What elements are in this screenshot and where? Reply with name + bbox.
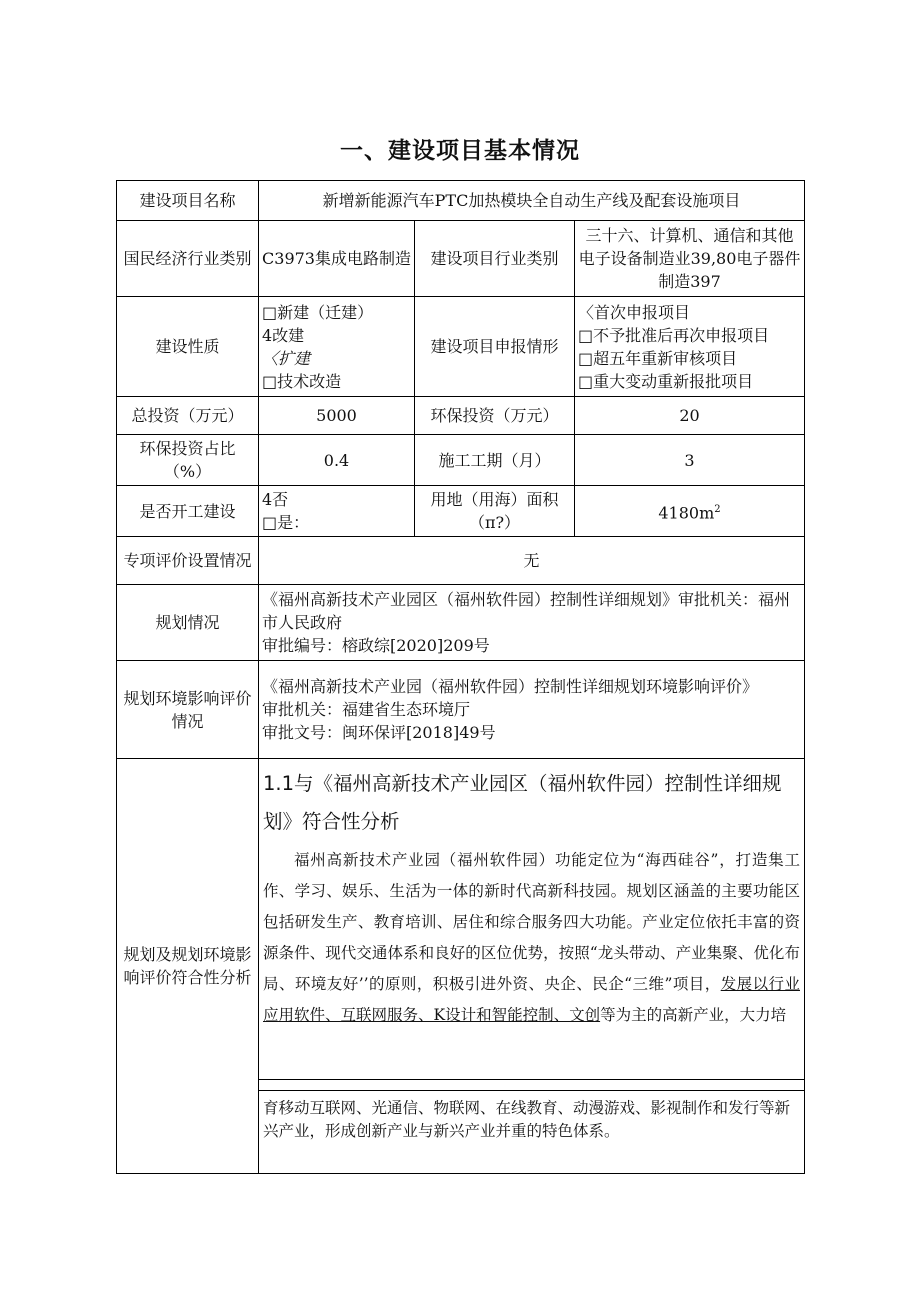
land-area-label: 用地（用海）面积（π?） <box>415 486 575 537</box>
industry-value: C3973集成电路制造 <box>259 221 415 297</box>
planning-line-1: 《福州高新技术产业园区（福州软件园）控制性详细规划》审批机关：福州市人民政府 <box>262 590 791 632</box>
construction-period-value: 3 <box>575 435 805 486</box>
application-option-reapply: □不予批准后再次申报项目 <box>578 325 770 345</box>
row-compliance <box>117 759 805 1091</box>
planning-eia-value <box>259 661 805 759</box>
env-ratio-label: 环保投资占比（%） <box>117 435 259 486</box>
project-industry-value: 三十六、计算机、通信和其他电子设备制造业39,80电子器件制造397 <box>575 221 805 297</box>
nature-option-tech: □技术改造 <box>262 371 342 391</box>
land-area-value <box>575 486 805 537</box>
nature-options <box>259 297 415 397</box>
application-option-five-years: □超五年重新审核项目 <box>578 348 738 368</box>
project-industry-label: 建设项目行业类别 <box>415 221 575 297</box>
row-started <box>117 486 805 537</box>
page-break-overlay <box>259 1079 804 1090</box>
land-area-unit-sup: 2 <box>714 503 721 515</box>
compliance-paragraph-text: 福州高新技术产业园（福州软件园）功能定位为“海西硅谷”，打造集工作、学习、娱乐、生活为一体的新时代高新科技园。规划区涵盖的主要功能区包括研发生产、教育培训、居住和综合服务四大功能。产业定位依托丰富的资源条件、现代交通体系和良好的区位优势，按照“龙头带动、产业集聚、优化布局、环境友好’’的原则，积极引进外资、央企、民企“三维”项目， <box>263 851 800 993</box>
row-project-name <box>117 181 805 221</box>
compliance-label: 规划及规划环境影响评价符合性分析 <box>117 759 259 1174</box>
planning-eia-line-2: 审批机关：福建省生态环境厅 <box>262 700 471 719</box>
project-info-table <box>116 180 805 1174</box>
env-ratio-value: 0.4 <box>259 435 415 486</box>
planning-line-2: 审批编号：榕政综[2020]209号 <box>262 636 490 655</box>
planning-eia-label: 规划环境影响评价情况 <box>117 661 259 759</box>
nature-option-rebuild: 4改建 <box>262 325 305 345</box>
env-investment-label: 环保投资（万元） <box>415 397 575 435</box>
application-label: 建设项目申报情形 <box>415 297 575 397</box>
row-nature <box>117 297 805 397</box>
compliance-paragraph <box>263 845 800 1031</box>
started-options <box>259 486 415 537</box>
special-eval-value: 无 <box>259 537 805 585</box>
application-options <box>575 297 805 397</box>
row-planning <box>117 585 805 661</box>
compliance-paragraph-underlined: 发展以行业应用软件、互联网服务、K设计和智能控制、文创 <box>263 975 800 1024</box>
compliance-heading: 1.1与《福州高新技术产业园区（福州软件园）控制性详细规划》符合性分析 <box>263 772 782 833</box>
total-investment-label: 总投资（万元） <box>117 397 259 435</box>
compliance-analysis <box>259 759 805 1091</box>
planning-value <box>259 585 805 661</box>
started-label: 是否开工建设 <box>117 486 259 537</box>
section-heading: 一、建设项目基本情况 <box>340 138 580 164</box>
planning-eia-line-1: 《福州高新技术产业园（福州软件园）控制性详细规划环境影响评价》 <box>262 677 759 696</box>
project-name-value: 新增新能源汽车PTC加热模块全自动生产线及配套设施项目 <box>259 181 805 221</box>
started-option-no: 4否 <box>262 490 289 509</box>
nature-option-expand: 〈扩建 <box>262 348 311 368</box>
env-investment-value: 20 <box>575 397 805 435</box>
land-area-number: 4180m <box>658 503 715 523</box>
row-investment <box>117 397 805 435</box>
application-option-first: 〈首次申报项目 <box>578 302 691 322</box>
project-name-label: 建设项目名称 <box>117 181 259 221</box>
application-option-major-change: □重大变动重新报批项目 <box>578 371 754 391</box>
row-industry <box>117 221 805 297</box>
construction-period-label: 施工工期（月） <box>415 435 575 486</box>
industry-label: 国民经济行业类别 <box>117 221 259 297</box>
row-planning-eia <box>117 661 805 759</box>
started-option-yes: □是： <box>262 513 310 532</box>
planning-eia-line-3: 审批文号：闽环保评[2018]49号 <box>262 723 496 742</box>
planning-label: 规划情况 <box>117 585 259 661</box>
nature-option-new: □新建（迁建） <box>262 302 374 322</box>
row-special-eval <box>117 537 805 585</box>
special-eval-label: 专项评价设置情况 <box>117 537 259 585</box>
row-ratio <box>117 435 805 486</box>
nature-label: 建设性质 <box>117 297 259 397</box>
compliance-paragraph-cut: 等为主的高新产业，大力培 <box>600 1006 787 1024</box>
compliance-continuation: 育移动互联网、光通信、物联网、在线教育、动漫游戏、影视制作和发行等新兴产业，形成创新产业与新兴产业并重的特色体系。 <box>259 1091 805 1174</box>
total-investment-value: 5000 <box>259 397 415 435</box>
